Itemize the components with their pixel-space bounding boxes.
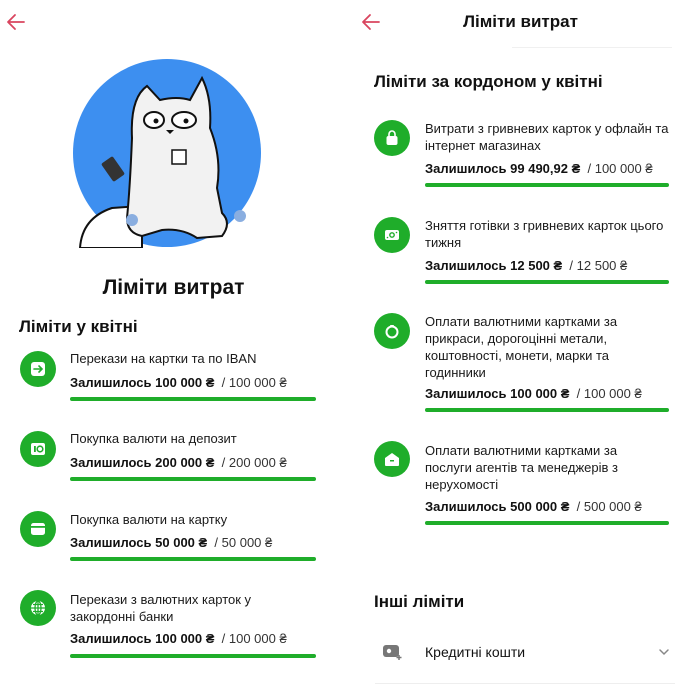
cash-icon — [374, 217, 410, 253]
shopping-bag-icon — [374, 120, 410, 156]
limit-amount: Залишилось 200 000 ₴ / 200 000 ₴ — [70, 455, 287, 470]
limit-progress-bar — [425, 521, 669, 525]
section-title-april-limits: Ліміти у квітні — [19, 317, 138, 336]
limit-progress-bar — [70, 477, 316, 481]
limit-amount: Залишилось 50 000 ₴ / 50 000 ₴ — [70, 535, 273, 550]
ring-icon — [374, 313, 410, 349]
limit-label: Оплати валютними картками за прикраси, дорогоцінні метали, коштовності, монети, марки та годинники — [425, 314, 618, 380]
limit-amount: Залишилось 12 500 ₴ / 12 500 ₴ — [425, 258, 628, 273]
limit-progress-bar — [70, 654, 316, 658]
page-title: Ліміти витрат — [463, 12, 578, 31]
chevron-down-icon — [657, 645, 671, 659]
limit-label: Зняття готівки з гривневих карток цього тижня — [425, 218, 664, 250]
limit-progress-bar — [425, 183, 669, 187]
arrow-left-icon — [4, 10, 28, 34]
limit-label: Покупка валюти на депозит — [70, 431, 237, 446]
header-divider — [512, 47, 672, 48]
other-limit-credit-funds[interactable] — [379, 636, 679, 668]
page-title: Ліміти витрат — [102, 276, 245, 299]
house-icon — [374, 441, 410, 477]
limit-label: Оплати валютними картками за послуги агентів та менеджерів з нерухомості — [425, 443, 618, 492]
limit-progress-bar — [70, 397, 316, 401]
card-icon — [20, 511, 56, 547]
credit-funds-icon — [383, 644, 403, 660]
globe-icon — [20, 590, 56, 626]
limit-amount: Залишилось 500 000 ₴ / 500 000 ₴ — [425, 499, 642, 514]
limit-progress-bar — [425, 408, 669, 412]
right-screen — [347, 0, 694, 686]
limit-label: Перекази з валютних карток у закордонні банки — [70, 592, 252, 624]
cat-illustration — [72, 58, 262, 248]
row-divider — [375, 683, 675, 684]
section-title-other-limits: Інші ліміти — [374, 592, 465, 611]
limit-label: Перекази на картки та по IBAN — [70, 351, 257, 366]
limit-label: Витрати з гривневих карток у офлайн та інтернет магазинах — [425, 121, 669, 153]
deposit-icon — [20, 431, 56, 467]
limit-label: Покупка валюти на картку — [70, 512, 228, 527]
other-limit-label: Кредитні кошти — [425, 644, 526, 660]
limit-progress-bar — [70, 557, 316, 561]
limit-progress-bar — [425, 280, 669, 284]
arrow-right-square-icon — [20, 351, 56, 387]
limit-amount: Залишилось 100 000 ₴ / 100 000 ₴ — [425, 386, 642, 401]
back-button[interactable] — [4, 10, 28, 34]
limit-amount: Залишилось 100 000 ₴ / 100 000 ₴ — [70, 631, 287, 646]
limit-amount: Залишилось 99 490,92 ₴ / 100 000 ₴ — [425, 161, 653, 176]
section-title-abroad-limits: Ліміти за кордоном у квітні — [374, 72, 603, 91]
limit-amount: Залишилось 100 000 ₴ / 100 000 ₴ — [70, 375, 287, 390]
